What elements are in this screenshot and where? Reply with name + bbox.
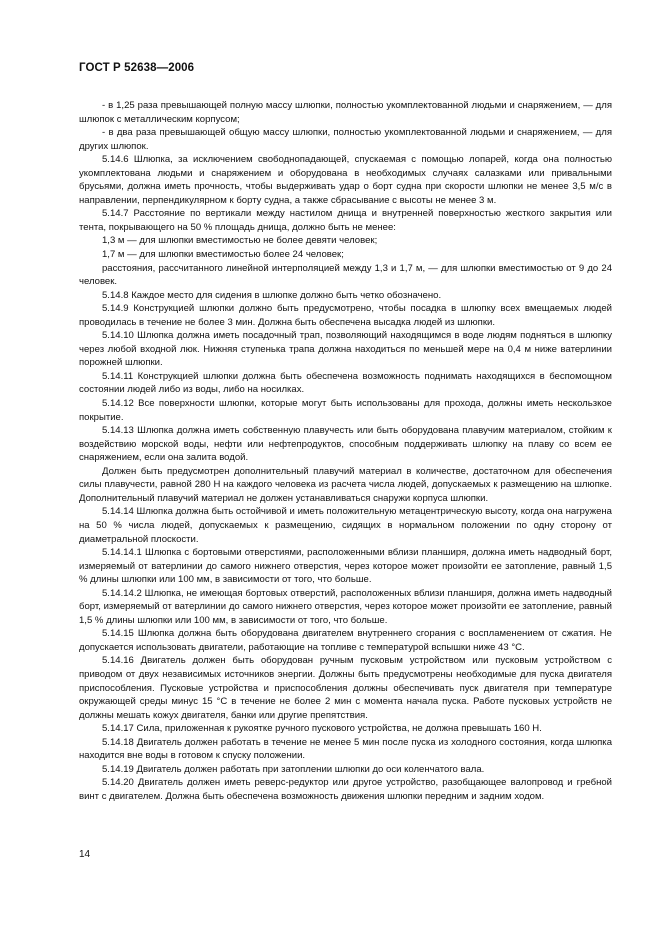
paragraph: 5.14.8 Каждое место для сидения в шлюпке должно быть четко обозначено.	[102, 289, 442, 301]
paragraph: - в два раза превышающей общую массу шлюпки, полностью укомплектованной людьми и снаряжением, — для других шлюпок.	[79, 127, 612, 152]
paragraph: 5.14.19 Двигатель должен работать при затоплении шлюпки до оси коленчатого вала.	[102, 763, 485, 775]
paragraph: 5.14.6 Шлюпка, за исключением свободнопадающей, спускаемая с помощью лопарей, когда она полностью укомплектована людьми и снаряжением и оборудована в необходимых случаях салазками или привальными брусьями, должна иметь прочность, чтобы выдерживать удар о борт судна при скорости шлюпки не менее 3,5 м/с в направлении, перпендикулярном к борту судна, а также сбрасывание с высоты не менее 3 м.	[79, 154, 612, 206]
paragraph: 5.14.10 Шлюпка должна иметь посадочный трап, позволяющий находящимся в воде людям подняться в шлюпку через любой входной люк. Нижняя ступенька трапа должна находиться по меньшей мере на 0,4 м ниже ватерлинии порожней шлюпки.	[79, 330, 612, 369]
page-number: 14	[79, 849, 91, 860]
paragraph: 5.14.11 Конструкцией шлюпки должна быть обеспечена возможность поднимать находящихся в беспомощном состоянии людей либо из воды, либо на носилках.	[79, 370, 612, 396]
paragraph: расстояния, рассчитанного линейной интерполяцией между 1,3 и 1,7 м, — для шлюпки вместимостью от 9 до 24 человек.	[79, 262, 612, 288]
paragraph: 5.14.14 Шлюпка должна быть остойчивой и иметь положительную метацентрическую высоту, когда она нагружена на 50 % числа людей, допускаемых к размещению, сидящих в нормальном положении по одну сторону от диаметральной плоскости.	[79, 506, 612, 545]
paragraph: 5.14.17 Сила, приложенная к рукоятке ручного пускового устройства, не должна превышать 160 Н.	[102, 723, 542, 735]
paragraph: 5.14.20 Двигатель должен иметь реверс-редуктор или другое устройство, разобщающее валопровод и гребной винт с двигателем. Должна быть обеспечена возможность движения шлюпки передним и задним ходом.	[79, 777, 612, 802]
standard-header: ГОСТ Р 52638—2006	[79, 62, 195, 74]
paragraph: 5.14.12 Все поверхности шлюпки, которые могут быть использованы для прохода, должны иметь нескользкое покрытие.	[79, 398, 612, 423]
paragraph: 5.14.13 Шлюпка должна иметь собственную плавучесть или быть оборудована плавучим материалом, стойким к воздействию морской воды, нефти или нефтепродуктов, способным поддерживать шлюпку на плаву со всем ее снаряжением, если она залита водой.	[79, 425, 612, 464]
paragraph: 5.14.7 Расстояние по вертикали между настилом днища и внутренней поверхностью жесткого закрытия или тента, покрывающего на 50 % площадь днища, должно быть не менее:	[79, 208, 612, 233]
paragraph: 5.14.14.1 Шлюпка с бортовыми отверстиями, расположенными вблизи планширя, должна иметь надводный борт, измеряемый от ватерлинии до самого нижнего отверстия, через которое может произойти ее затопление, равный 1,5 % длины шлюпки или 100 мм, в зависимости от того, что больше.	[79, 547, 612, 586]
paragraph: 5.14.14.2 Шлюпка, не имеющая бортовых отверстий, расположенных вблизи планширя, должна иметь надводный борт, измеряемый от ватерлинии до самого нижнего отверстия, через которое может произойти ее затопление, равный 1,5 % длины шлюпки или 100 мм, в зависимости от того, что больше.	[79, 587, 612, 626]
paragraph: 5.14.18 Двигатель должен работать в течение не менее 5 мин после пуска из холодного состояния, когда шлюпка находится вне воды в готовом к спуску положении.	[79, 736, 612, 762]
paragraph: 5.14.15 Шлюпка должна быть оборудована двигателем внутреннего сгорания с воспламенением от сжатия. Не допускается использовать двигатели, работающие на топливе с температурой вспышки ниже 43 °С.	[79, 628, 612, 653]
body-text	[79, 99, 612, 803]
paragraph: - в 1,25 раза превышающей полную массу шлюпки, полностью укомплектованной людьми и снаряжением, — для шлюпок с металлическим корпусом;	[79, 100, 612, 125]
paragraph: Должен быть предусмотрен дополнительный плавучий материал в количестве, достаточном для обеспечения силы плавучести, равной 280 Н на каждого человека из расчета числа людей, допускаемых к размещению на шлюпке. Дополнительный плавучий материал не должен устанавливаться снаружи корпуса шлюпки.	[79, 465, 612, 504]
paragraph: 1,3 м — для шлюпки вместимостью не более девяти человек;	[102, 235, 378, 247]
paragraph: 1,7 м — для шлюпки вместимостью более 24 человек;	[102, 249, 344, 261]
paragraph: 5.14.9 Конструкцией шлюпки должно быть предусмотрено, чтобы посадка в шлюпку всех вмещаемых людей проводилась в течение не более 3 мин. Должна быть обеспечена высадка людей из шлюпки.	[79, 303, 612, 328]
paragraph: 5.14.16 Двигатель должен быть оборудован ручным пусковым устройством или пусковым устройством с приводом от двух независимых источников энергии. Должны быть предусмотрены необходимые для пуска двигателя приспособления. Пусковые устройства и приспособления должны обеспечивать пуск двигателя при температуре окружающей среды минус 15 °С в течение не более 2 мин с момента начала пуска. Работе пусковых устройств не должны мешать кожух двигателя, банки или другие препятствия.	[79, 655, 612, 721]
